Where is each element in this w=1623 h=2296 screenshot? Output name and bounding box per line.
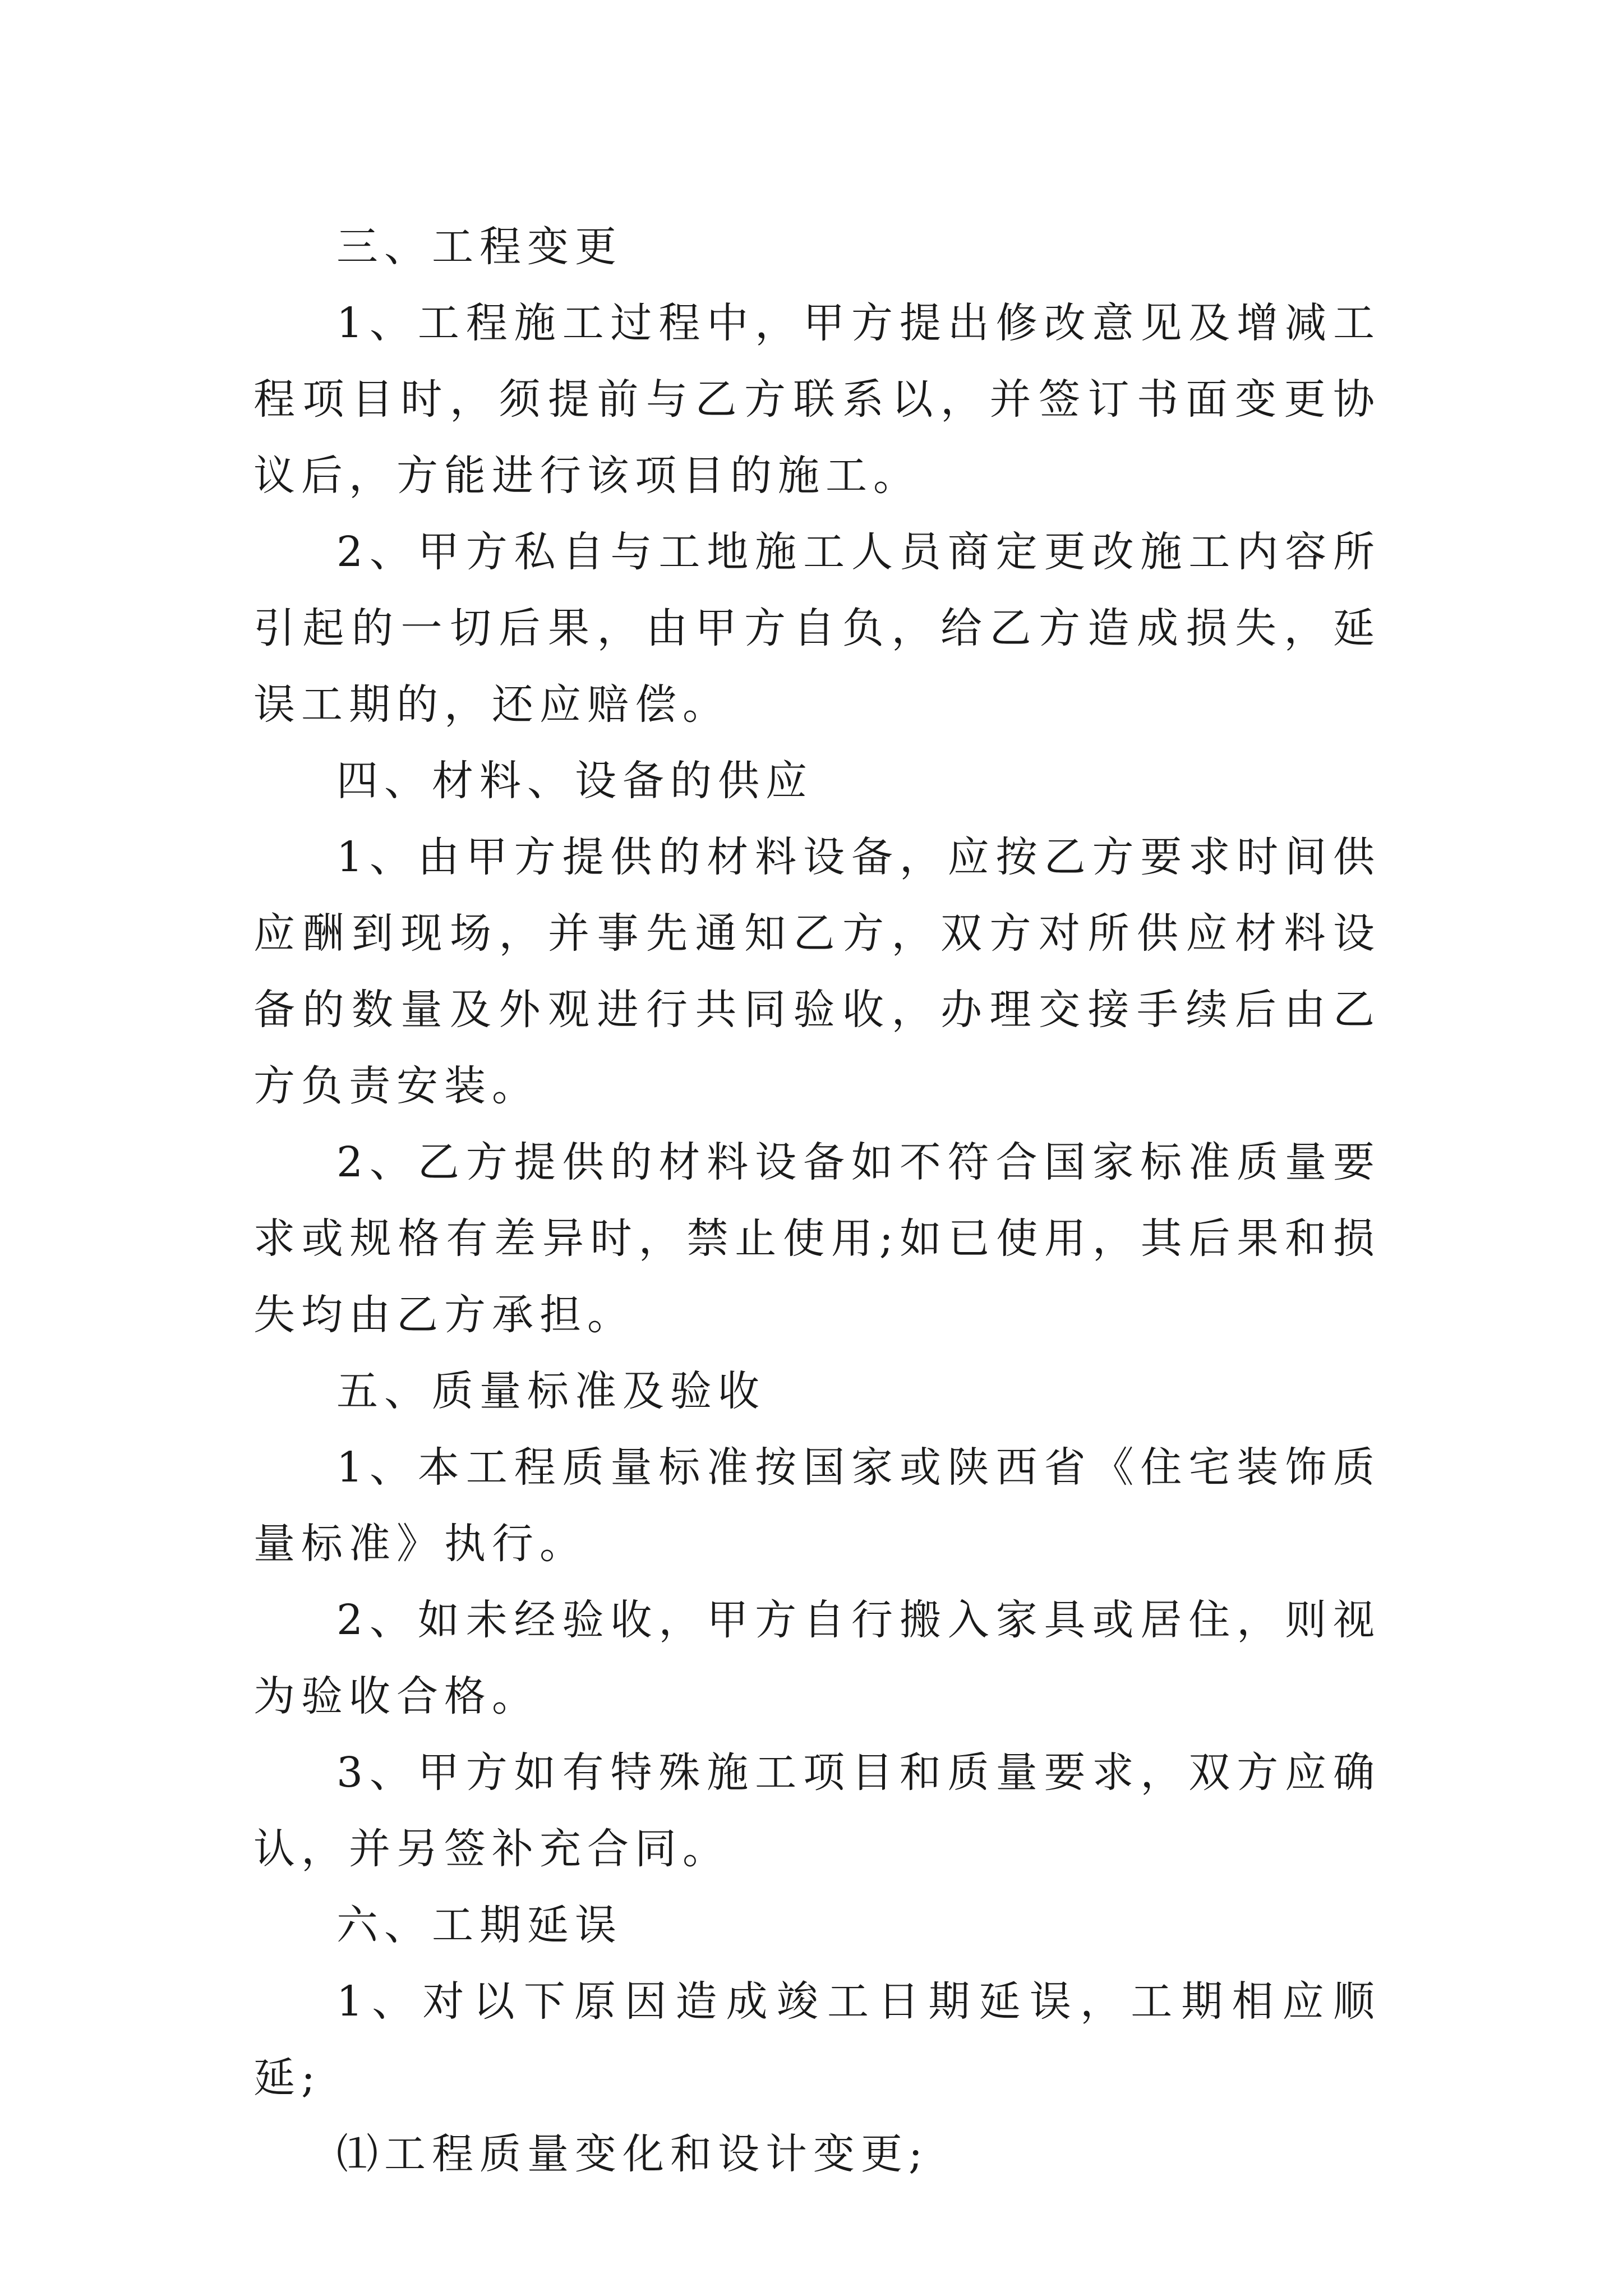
paragraph-delay-item-1: ⑴工程质量变化和设计变更; bbox=[336, 2130, 929, 2178]
paragraph-change-2: 2、甲方私自与工地施工人员商定更改施工内容所引起的一切后果，由甲方自负，给乙方造成损失，延误工期的，还应赔偿。 bbox=[253, 528, 1381, 729]
paragraph-quality-3: 3、甲方如有特殊施工项目和质量要求，双方应确认，并另签补充合同。 bbox=[253, 1749, 1381, 1873]
paragraph-quality-1: 1、本工程质量标准按国家或陕西省《住宅装饰质量标准》执行。 bbox=[253, 1443, 1381, 1568]
section-heading-materials-supply: 四、材料、设备的供应 bbox=[336, 757, 813, 805]
paragraph-quality-2: 2、如未经验收，甲方自行搬入家具或居住，则视为验收合格。 bbox=[253, 1596, 1381, 1720]
section-heading-quality-acceptance: 五、质量标准及验收 bbox=[336, 1367, 766, 1415]
paragraph-supply-2: 2、乙方提供的材料设备如不符合国家标准质量要求或规格有差异时，禁止使用;如已使用，其后果和损失均由乙方承担。 bbox=[253, 1138, 1381, 1339]
paragraph-delay-1: 1、对以下原因造成竣工日期延误，工期相应顺延; bbox=[253, 1977, 1381, 2102]
section-heading-schedule-delay: 六、工期延误 bbox=[336, 1901, 623, 1949]
document-body bbox=[253, 209, 1381, 2192]
paragraph-supply-1: 1、由甲方提供的材料设备，应按乙方要求时间供应酬到现场，并事先通知乙方，双方对所供应材料设备的数量及外观进行共同验收，办理交接手续后由乙方负责安装。 bbox=[253, 833, 1381, 1110]
section-heading-engineering-change: 三、工程变更 bbox=[336, 223, 623, 271]
paragraph-change-1: 1、工程施工过程中，甲方提出修改意见及增减工程项目时，须提前与乙方联系以，并签订书面变更协议后，方能进行该项目的施工。 bbox=[253, 299, 1381, 500]
